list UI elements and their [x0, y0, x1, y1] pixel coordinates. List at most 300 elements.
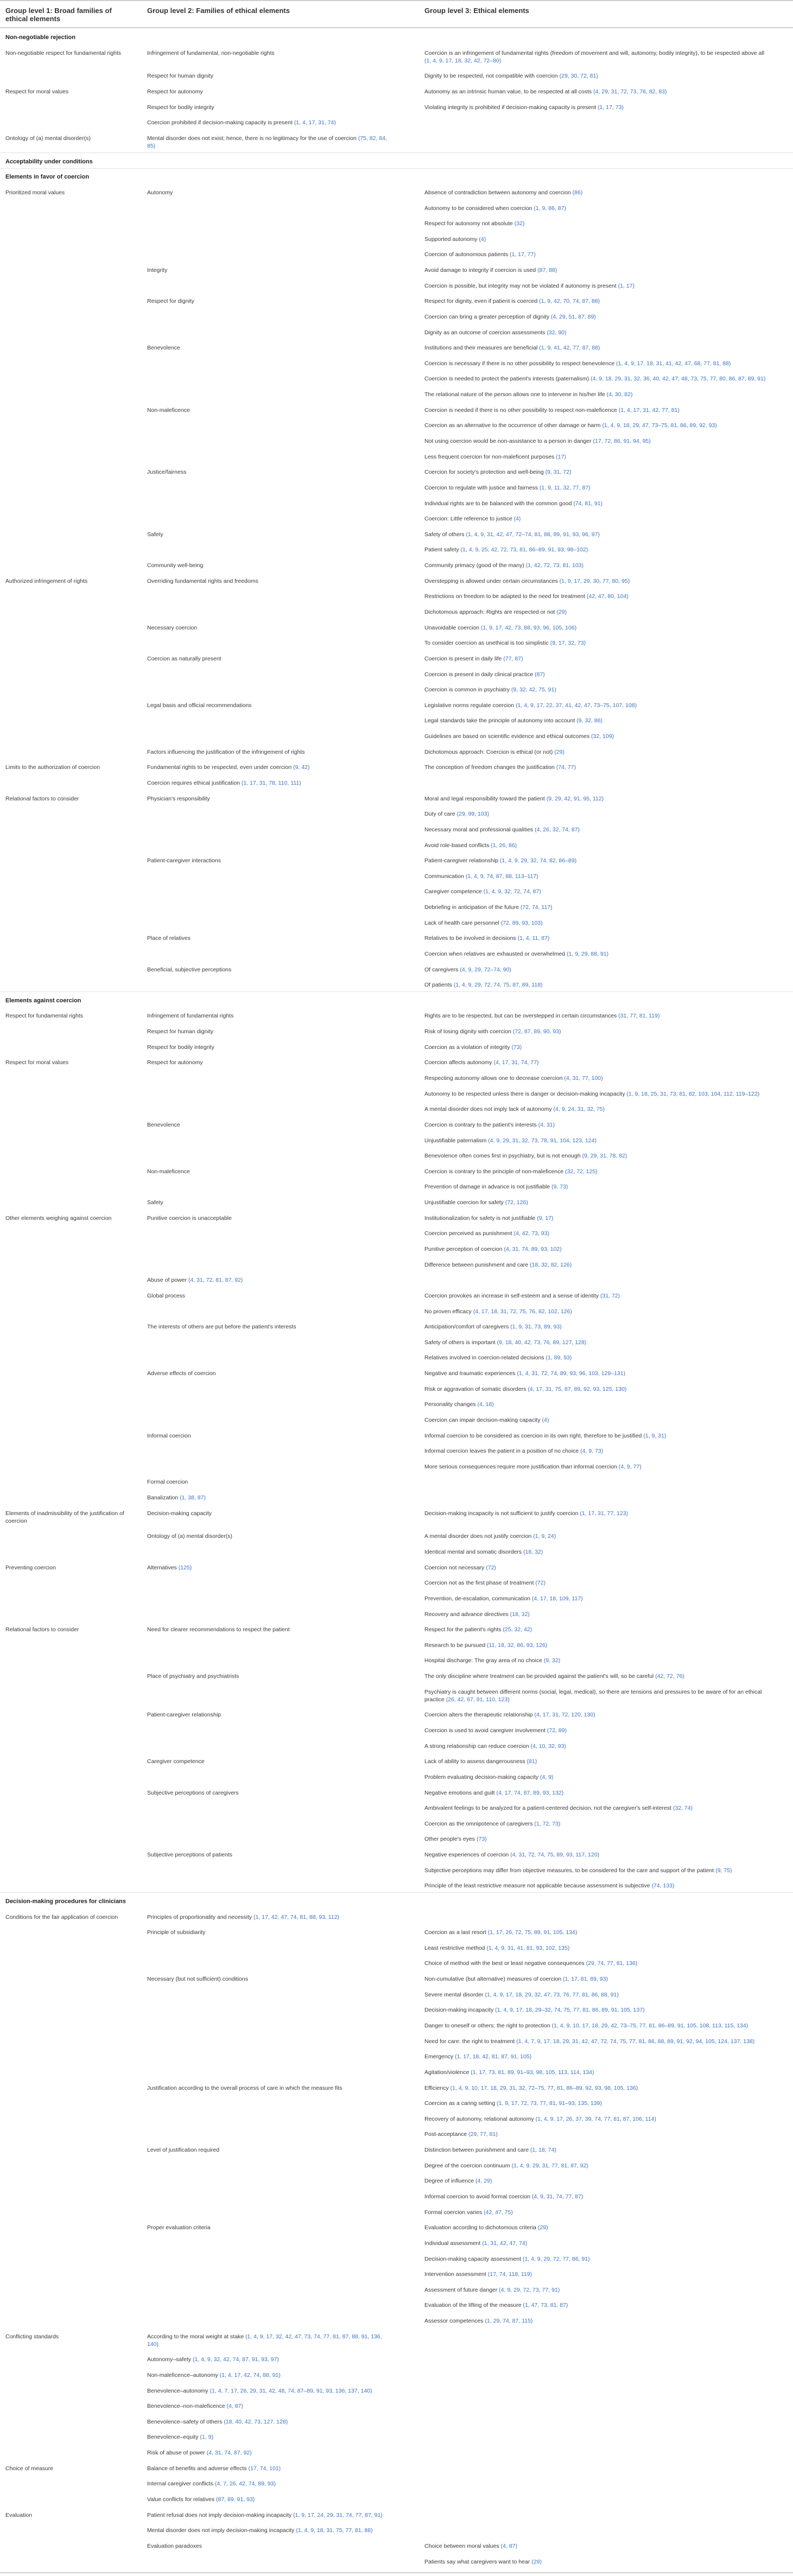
- group3-cell: [424, 888, 772, 895]
- group3-cell-text: Coercion when relatives are exhausted or overwhelmed: [424, 950, 566, 957]
- group3-cell-text: No proven efficacy: [424, 1308, 472, 1315]
- reference-list: (1, 4, 9, 25, 42, 72, 73, 81, 86–89, 91, 93, 98–102): [460, 546, 588, 554]
- group1-cell-text: Conflicting standards: [5, 2333, 59, 2340]
- group3-cell-text: Negative experiences of coercion: [424, 1852, 509, 1859]
- group2-cell: [147, 779, 394, 787]
- group2-cell: [147, 406, 394, 414]
- group2-cell-text: Benevolence–non-maleficence: [147, 2403, 225, 2410]
- group3-cell-text: Caregiver competence: [424, 888, 482, 895]
- reference-list: (17, 74, 101): [248, 2465, 281, 2472]
- group3-cell: [424, 1183, 772, 1191]
- group2-cell-text: Need for clearer recommendations to respect the patient: [147, 1626, 290, 1633]
- group2-cell: [147, 702, 394, 709]
- group2-cell: [147, 1478, 394, 1486]
- group2-cell-text: Integrity: [147, 267, 168, 274]
- section-divider: [0, 168, 793, 169]
- reference-list: (1, 89, 93): [545, 1354, 572, 1362]
- reference-list: (1, 29, 74, 87, 115): [485, 2318, 533, 2325]
- group3-cell-text: Coercion is common in psychiatry: [424, 686, 510, 694]
- group2-cell-text: The interests of others are put before the patient's interests: [147, 1324, 296, 1331]
- reference-list: (1, 9, 17, 29, 30, 77, 80, 95): [559, 577, 630, 584]
- reference-list: (4, 9, 24, 31, 32, 75): [553, 1106, 605, 1113]
- group2-cell: [147, 2224, 394, 2231]
- group2-cell: [147, 1532, 394, 1540]
- group3-cell: [424, 1292, 772, 1300]
- group2-cell-text: Non-maleficence: [147, 1168, 190, 1175]
- reference-list: (73): [511, 1044, 522, 1051]
- group1-cell-text: Non-negotiable respect for fundamental rights: [5, 49, 122, 56]
- group3-cell: [424, 484, 772, 492]
- group3-cell: [424, 88, 772, 96]
- group1-cell: [5, 2511, 136, 2519]
- group3-cell-text: Informal coercion leaves the patient in a position of no choice: [424, 1448, 579, 1455]
- group3-cell-text: Debriefing in anticipation of the future: [424, 904, 519, 911]
- group2-cell: [147, 88, 394, 96]
- group3-cell: [424, 1308, 772, 1315]
- reference-list: (11, 18, 32, 86, 93, 126): [487, 1642, 548, 1649]
- reference-list: (1, 4, 7, 17, 26, 29, 31, 42, 48, 74, 87–89, 91, 93, 136, 137, 140): [210, 2387, 372, 2394]
- reference-list: (17, 72, 86, 91, 94, 95): [593, 438, 651, 445]
- group3-cell: [424, 748, 772, 756]
- group2-cell: [147, 266, 394, 274]
- group2-cell: [147, 2480, 394, 2488]
- group2-cell: [147, 1626, 394, 1633]
- reference-list: (1, 4, 7, 9, 17, 18, 29, 31, 42, 47, 72, 74, 75, 77, 81, 86, 88, 89, 91, 92, 94, 105, 124, 137, 138): [516, 2038, 755, 2045]
- group3-cell-text: Informal coercion to be considered as coercion in its own right, therefore to be justified: [424, 1432, 642, 1439]
- group1-cell-text: Respect for moral values: [5, 1059, 69, 1066]
- group1-cell: [5, 1564, 136, 1572]
- reference-list: (4, 30, 82): [606, 391, 633, 398]
- group2-cell: [147, 966, 394, 974]
- group3-cell-text: Coercion can bring a greater perception of dignity: [424, 313, 549, 320]
- group2-cell-text: Formal coercion: [147, 1479, 188, 1486]
- group3-cell: [424, 1642, 772, 1649]
- group3-cell-text: Community primacy (good of the many): [424, 562, 524, 569]
- group3-cell-text: Respecting autonomy allows one to decrease coercion: [424, 1075, 563, 1082]
- reference-list: (9, 31, 72): [545, 469, 572, 476]
- group3-cell-text: Negative and traumatic experiences: [424, 1370, 516, 1377]
- group3-cell: [424, 2022, 772, 2030]
- group3-cell-text: Legislative norms regulate coercion: [424, 702, 515, 709]
- reference-list: (1, 9, 42, 70, 74, 87, 88): [539, 298, 600, 305]
- group3-cell: [424, 1463, 772, 1471]
- group3-cell: [424, 375, 772, 383]
- reference-list: (4, 9, 29, 72, 73, 77, 91): [499, 2286, 560, 2293]
- group3-cell: [424, 205, 772, 212]
- group3-cell-text: Subjective perceptions may differ from objective measures, to be considered for the care and support of the patient: [424, 1867, 714, 1874]
- group3-cell-text: Safety of others is important: [424, 1339, 496, 1346]
- group3-cell: [424, 2084, 772, 2092]
- section-heading: Elements in favor of coercion: [5, 174, 90, 181]
- reference-list: (74, 77): [556, 764, 576, 771]
- group3-cell-text: Communication: [424, 873, 464, 880]
- group3-cell-text: Autonomy to be considered when coercion: [424, 205, 532, 212]
- group2-cell-text: Beneficial, subjective perceptions: [147, 966, 232, 973]
- group3-cell-text: Decision-making capacity assessment: [424, 2255, 521, 2262]
- group1-cell-text: Respect for fundamental rights: [5, 1013, 83, 1020]
- reference-list: (4, 31, 74, 87, 92): [206, 2450, 252, 2457]
- reference-list: (1, 4, 9, 18, 31, 75, 77, 81, 88): [296, 2527, 373, 2534]
- group3-cell-text: Dichotomous approach: Rights are respected or not: [424, 609, 555, 615]
- group2-cell-text: Benevolence–autonomy: [147, 2387, 208, 2394]
- group3-cell-text: Patients say what caregivers want to hear: [424, 2558, 530, 2565]
- group3-cell: [424, 1789, 772, 1797]
- reference-list: (4, 17, 18, 31, 72, 75, 76, 82, 102, 126): [473, 1308, 572, 1315]
- reference-list: (1, 9, 41, 42, 77, 87, 88): [539, 345, 600, 352]
- reference-list: (42, 72, 76): [655, 1673, 684, 1680]
- reference-list: (1, 9, 86, 87): [534, 205, 566, 212]
- group3-cell-text: Coercion alters the therapeutic relationship: [424, 1712, 533, 1719]
- group2-cell-text: Banalization: [147, 1494, 179, 1502]
- group3-cell: [424, 1432, 772, 1440]
- group3-cell-text: Coercion affects autonomy: [424, 1059, 492, 1066]
- reference-list: (18, 32, 82, 126): [530, 1261, 572, 1268]
- group3-cell-text: Severe mental disorder: [424, 1991, 484, 1998]
- group3-cell: [424, 1851, 772, 1859]
- group2-cell: [147, 2527, 394, 2534]
- group3-cell: [424, 1672, 772, 1680]
- group2-cell: [147, 795, 394, 803]
- group2-cell-text: Factors influencing the justification of the infringement of rights: [147, 748, 305, 755]
- group3-cell-text: A mental disorder does not justify coercion: [424, 1533, 532, 1540]
- reference-list: (4, 17, 18, 109, 117): [531, 1595, 583, 1602]
- group2-cell-text: Justice/fairness: [147, 469, 187, 476]
- group3-cell: [424, 639, 772, 647]
- group2-cell-text: Overriding fundamental rights and freedoms: [147, 577, 258, 584]
- group3-cell: [424, 1564, 772, 1572]
- section-divider: [0, 1892, 793, 1893]
- group3-cell: [424, 1711, 772, 1719]
- group3-cell: [424, 2130, 772, 2138]
- group3-cell-text: Psychiatry is caught between different norms (social, legal, medical), so there are tensions and pressures to be aware of for an ethical practice: [424, 1688, 762, 1703]
- table-header: [0, 0, 793, 28]
- group3-cell-text: Institutions and their measures are beneficial: [424, 345, 538, 352]
- group2-cell-text: Infringement of fundamental, non-negotiable rights: [147, 49, 275, 56]
- group2-cell-text: Abuse of power: [147, 1277, 187, 1284]
- group2-cell-text: Non-maleficence: [147, 406, 190, 414]
- group2-cell: [147, 577, 394, 585]
- reference-list: (74, 81, 91): [573, 500, 603, 507]
- reference-list: (17): [556, 453, 566, 460]
- group3-cell-text: Efficiency: [424, 2084, 449, 2091]
- group3-cell-text: A strong relationship can reduce coercion: [424, 1742, 529, 1750]
- reference-list: (18, 32): [510, 1611, 530, 1618]
- group2-cell: [147, 2402, 394, 2410]
- group2-cell-text: Level of justification required: [147, 2147, 220, 2154]
- reference-list: (1, 17, 81, 89, 93): [563, 1976, 608, 1983]
- group3-cell-text: The conception of freedom changes the justification: [424, 764, 555, 771]
- header-col3: Group level 3: Ethical elements: [424, 7, 529, 15]
- group3-cell-text: Supported autonomy: [424, 236, 478, 243]
- group1-cell: [5, 2465, 136, 2472]
- group3-cell-text: Avoid role-based conflicts: [424, 842, 490, 849]
- group3-cell-text: Violating integrity is prohibited if decision-making capacity is present: [424, 104, 597, 111]
- group3-cell: [424, 1354, 772, 1362]
- reference-list: (29): [531, 2558, 542, 2565]
- group2-cell-text: Evaluation paradoxes: [147, 2542, 202, 2549]
- group3-cell: [424, 1214, 772, 1222]
- reference-list: (72, 126): [505, 1199, 528, 1206]
- group3-cell: [424, 220, 772, 227]
- reference-list: (125): [178, 1564, 192, 1571]
- group2-cell: [147, 655, 394, 663]
- group3-cell-text: Absence of contradiction between autonomy and coercion: [424, 189, 571, 196]
- reference-list: (9, 17): [537, 1214, 554, 1222]
- group3-cell: [424, 1401, 772, 1408]
- group3-cell-text: Punitive perception of coercion: [424, 1245, 503, 1252]
- group3-cell: [424, 655, 772, 663]
- group3-cell: [424, 2240, 772, 2247]
- reference-list: (4, 26, 32, 74, 87): [535, 826, 580, 833]
- group1-cell: [5, 49, 136, 57]
- group3-cell: [424, 1012, 772, 1020]
- group3-cell-text: Non-cumulative (but alternative) measures of coercion: [424, 1976, 562, 1983]
- group3-cell-text: Restrictions on freedom to be adapted to the need for treatment: [424, 593, 585, 600]
- group3-cell-text: Coercion is used to avoid caregiver involvement: [424, 1727, 545, 1734]
- group3-cell: [424, 608, 772, 616]
- reference-list: (4, 42, 73, 93): [513, 1230, 549, 1237]
- group3-cell: [424, 468, 772, 476]
- group3-cell: [424, 1758, 772, 1765]
- group1-cell: [5, 189, 136, 196]
- group3-cell: [424, 1688, 772, 1703]
- group3-cell-text: Research to be pursued: [424, 1642, 486, 1649]
- reference-list: (72): [535, 1580, 545, 1587]
- group1-cell: [5, 1214, 136, 1222]
- group3-cell-text: Autonomy as an intrinsic human value, to be respected at all costs: [424, 88, 592, 96]
- group3-cell-text: Dichotomous approach: Coercion is ethical (or not): [424, 748, 553, 755]
- group2-cell-text: Patient-caregiver relationship: [147, 1712, 221, 1719]
- group3-cell-text: Necessary moral and professional qualities: [424, 826, 534, 833]
- group2-cell: [147, 1913, 394, 1921]
- group2-cell-text: Community well-being: [147, 562, 204, 569]
- group2-cell-text: Mental disorder does not imply decision-making incapacity: [147, 2527, 295, 2534]
- reference-list: (4, 9, 29, 31, 32, 73, 78, 91, 104, 123, 124): [488, 1137, 597, 1144]
- table-bottom-rule: [0, 2572, 793, 2573]
- group1-cell: [5, 135, 136, 142]
- reference-list: (4, 17, 31, 72, 120, 130): [534, 1712, 595, 1719]
- group3-cell: [424, 1727, 772, 1734]
- group3-cell: [424, 981, 772, 989]
- group2-cell: [147, 624, 394, 632]
- group2-cell: [147, 1323, 394, 1331]
- group3-cell-text: The only discipline where treatment can be provided against the patient's will, so be careful: [424, 1673, 654, 1680]
- group2-cell-text: Patient-caregiver interactions: [147, 857, 221, 864]
- group2-cell-text: Coercion prohibited if decision-making capacity is present: [147, 119, 293, 126]
- group3-cell: [424, 1245, 772, 1253]
- reference-list: (4, 87): [226, 2403, 243, 2410]
- group3-cell-text: Problem evaluating decision-making capacity: [424, 1773, 539, 1780]
- group3-cell-text: Danger to oneself or others: the right to protection: [424, 2022, 550, 2030]
- group3-cell: [424, 1028, 772, 1035]
- group3-cell: [424, 2286, 772, 2294]
- reference-list: (77, 87): [503, 655, 523, 662]
- reference-list: (4, 9): [540, 1773, 554, 1780]
- reference-list: (1, 4, 9, 32, 72, 74, 87): [483, 888, 541, 895]
- reference-list: (31, 72): [600, 1292, 620, 1299]
- reference-list: (32, 90): [547, 329, 567, 336]
- group3-cell-text: Coercion is necessary if there is no other possibility to respect benevolence: [424, 360, 615, 367]
- reference-list: (1, 9): [200, 2434, 214, 2441]
- group3-cell: [424, 406, 772, 414]
- group2-cell: [147, 2333, 394, 2348]
- group3-cell-text: Coercion is possible, but integrity may not be violated if autonomy is present: [424, 282, 617, 289]
- reference-list: (1, 17, 73, 81, 89, 91–93, 98, 105, 113, 114, 134): [471, 2069, 594, 2076]
- group3-cell-text: Less frequent coercion for non-maleficent purposes: [424, 453, 555, 460]
- group2-cell-text: Legal basis and official recommendations: [147, 702, 252, 709]
- reference-list: (9, 29, 31, 78, 82): [582, 1153, 627, 1160]
- group2-cell-text: Principle of subsidiarity: [147, 1929, 206, 1936]
- group3-cell: [424, 2100, 772, 2107]
- group2-cell-text: Adverse effects of coercion: [147, 1370, 216, 1377]
- reference-list: (1, 4, 9, 29, 32, 74, 82, 86–89): [499, 857, 577, 864]
- group3-cell-text: Lack of ability to assess dangerousness: [424, 1758, 525, 1765]
- group3-cell: [424, 104, 772, 111]
- group2-cell-text: Safety: [147, 531, 163, 538]
- group1-cell-text: Evaluation: [5, 2511, 33, 2518]
- group3-cell-text: Coercion is an infringement of fundamental rights (freedom of movement and will, autonomy, bodily integrity), to be respected above all: [424, 49, 765, 56]
- group3-cell-text: Difference between punishment and care: [424, 1261, 529, 1268]
- reference-list: (42, 47, 80, 104): [586, 593, 629, 600]
- group2-cell: [147, 1292, 394, 1300]
- group2-cell-text: Non-maleficence–autonomy: [147, 2371, 218, 2378]
- group3-cell-text: Duty of care: [424, 811, 455, 818]
- reference-list: (1, 31, 42, 47, 74): [482, 2240, 528, 2247]
- group3-cell: [424, 1121, 772, 1129]
- group2-cell: [147, 1975, 394, 1983]
- group2-cell: [147, 1758, 394, 1765]
- reference-list: (4, 31, 72, 81, 87, 92): [188, 1277, 243, 1284]
- reference-list: (72, 89): [547, 1727, 567, 1734]
- reference-list: (1, 9, 11, 32, 77, 87): [539, 484, 591, 491]
- group2-cell: [147, 2433, 394, 2441]
- reference-list: (1, 9, 18, 25, 31, 73, 81, 82, 103, 104, 112, 119–122): [626, 1090, 760, 1097]
- reference-list: (1, 17): [618, 282, 635, 289]
- group3-cell-text: Not using coercion would be non-assistance to a person in danger: [424, 438, 592, 445]
- reference-list: (1, 9, 24): [533, 1533, 556, 1540]
- group3-cell: [424, 2558, 772, 2566]
- group3-cell: [424, 313, 772, 321]
- reference-list: (1, 72, 73): [534, 1820, 561, 1827]
- reference-list: (9, 32, 42, 75, 91): [511, 686, 556, 694]
- group3-cell: [424, 950, 772, 958]
- group3-cell-text: Prevention of damage in advance is not justifiable: [424, 1184, 550, 1191]
- reference-list: (1, 4, 9, 17, 18, 29–32, 74, 75, 77, 81, 86, 89, 91, 105, 137): [495, 2007, 645, 2014]
- group3-cell-text: Degree of the coercion continuum: [424, 2162, 510, 2169]
- section-divider: [0, 152, 793, 153]
- group3-cell-text: Coercion perceived as punishment: [424, 1230, 512, 1237]
- group3-cell-text: Coercion to regulate with justice and fairness: [424, 484, 538, 491]
- group3-cell: [424, 2115, 772, 2123]
- group3-cell: [424, 72, 772, 80]
- group3-cell: [424, 826, 772, 834]
- reference-list: (4, 9, 18, 29, 31, 32, 36, 40, 42, 47, 48, 73, 75, 77, 80, 86, 87, 89, 91): [591, 376, 766, 383]
- group3-cell: [424, 391, 772, 398]
- group3-cell-text: Coercion: Little reference to justice: [424, 516, 512, 523]
- reference-list: (72, 89, 93, 103): [500, 919, 543, 926]
- group3-cell: [424, 671, 772, 678]
- group2-cell-text: Necessary coercion: [147, 624, 198, 631]
- reference-list: (1, 4, 31, 72, 74, 89, 93, 96, 103, 129–131): [517, 1370, 626, 1377]
- group3-cell-text: Distinction between punishment and care: [424, 2147, 529, 2154]
- group3-cell: [424, 531, 772, 538]
- group2-cell: [147, 2146, 394, 2154]
- group1-cell-text: Other elements weighing against coercion: [5, 1214, 112, 1222]
- group2-cell: [147, 135, 394, 150]
- group2-cell: [147, 1012, 394, 1020]
- reference-list: (1, 9, 17, 24, 29, 31, 74, 77, 87, 91): [293, 2511, 383, 2518]
- group3-cell: [424, 1611, 772, 1618]
- reference-list: (29): [556, 609, 567, 615]
- group2-cell: [147, 1044, 394, 1051]
- reference-list: (4, 29, 31, 72, 73, 76, 82, 83): [593, 88, 667, 96]
- group2-cell-text: Punitive coercion is unacceptable: [147, 1214, 232, 1222]
- group2-cell: [147, 468, 394, 476]
- group3-cell: [424, 329, 772, 336]
- reference-list: (1, 4, 9, 31, 42, 47, 72–74, 81, 88, 89, 91, 93, 96, 97): [466, 531, 600, 538]
- group3-cell: [424, 1579, 772, 1587]
- reference-list: (1, 9, 31): [643, 1432, 667, 1439]
- reference-list: (4, 17, 74, 87, 89, 93, 132): [496, 1789, 564, 1796]
- group3-cell: [424, 360, 772, 367]
- reference-list: (1, 42, 72, 73, 81, 103): [525, 562, 583, 569]
- group2-cell: [147, 934, 394, 942]
- group3-cell-text: Individual rights are to be balanced with the common good: [424, 500, 572, 507]
- group3-cell-text: Avoid damage to integrity if coercion is used: [424, 267, 536, 274]
- reference-list: (29): [554, 748, 564, 755]
- group3-cell-text: Unjustifiable paternalism: [424, 1137, 487, 1144]
- group3-cell: [424, 2317, 772, 2325]
- group2-cell-text: Subjective perceptions of patients: [147, 1852, 233, 1859]
- group2-cell: [147, 1059, 394, 1066]
- group2-cell-text: Patient refusal does not imply decision-making incapacity: [147, 2511, 292, 2518]
- reference-list: (4): [479, 236, 486, 243]
- group3-cell: [424, 236, 772, 243]
- group2-cell: [147, 857, 394, 864]
- group3-cell-text: Overstepping is allowed under certain circumstances: [424, 577, 558, 584]
- section-heading: Non-negotiable rejection: [5, 34, 75, 41]
- group3-cell: [424, 1261, 772, 1269]
- reference-list: (86): [572, 189, 583, 196]
- reference-list: (1, 4, 17, 31, 74): [294, 119, 336, 126]
- reference-list: (1, 4, 9, 17, 18, 32, 42, 72–80): [424, 57, 502, 64]
- group3-cell: [424, 1657, 772, 1664]
- group3-cell-text: Ambivalent feelings to be analyzed for a patient-centered decision, not the caregiver's self-interest: [424, 1805, 671, 1812]
- reference-list: (1, 17, 26, 72, 75, 89, 91, 105, 134): [487, 1929, 578, 1936]
- group3-cell: [424, 1944, 772, 1952]
- group2-cell: [147, 72, 394, 80]
- group3-cell: [424, 1626, 772, 1633]
- reference-list: (9, 73): [551, 1184, 568, 1191]
- group2-cell-text: Ontology of (a) mental disorder(s): [147, 1533, 232, 1540]
- group2-cell: [147, 2356, 394, 2363]
- group1-cell: [5, 795, 136, 803]
- group3-cell-text: Coercion not as the first phase of treatment: [424, 1580, 534, 1587]
- group3-cell: [424, 810, 772, 818]
- reference-list: (32, 109): [591, 733, 614, 740]
- reference-list: (4, 29, 51, 87, 89): [550, 313, 596, 320]
- group2-cell: [147, 1028, 394, 1035]
- reference-list: (1, 4, 9, 17, 26, 37, 39, 74, 77, 81, 87, 106, 114): [535, 2115, 656, 2122]
- group3-cell-text: Coercion as an alternative to the occurrence of other damage or harm: [424, 422, 601, 429]
- group2-cell: [147, 1370, 394, 1377]
- group1-cell: [5, 1510, 136, 1525]
- reference-list: (81): [526, 1758, 537, 1765]
- group3-cell-text: Coercion as a last resort: [424, 1929, 486, 1936]
- group3-cell-text: Assessment of future danger: [424, 2286, 498, 2293]
- reference-list: (1, 4, 9, 29, 72, 77, 86, 91): [522, 2255, 590, 2262]
- group3-cell-text: Prevention, de-escalation, communication: [424, 1595, 530, 1602]
